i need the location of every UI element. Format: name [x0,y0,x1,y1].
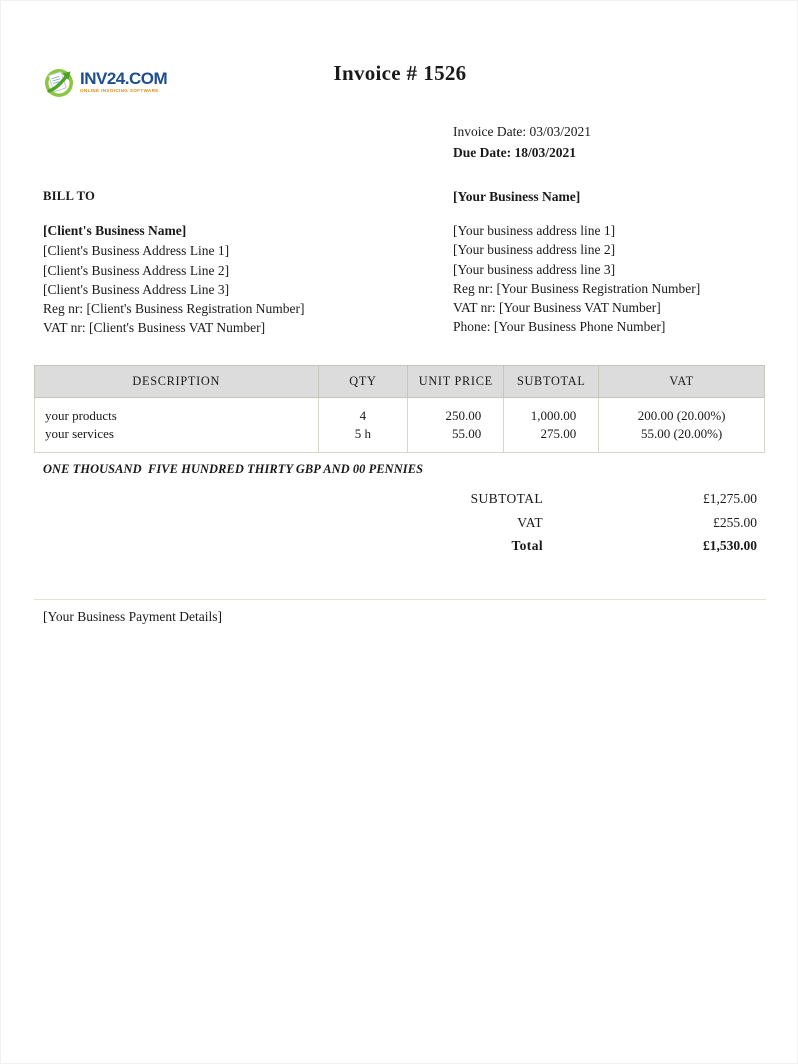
cell-unit-price [408,398,504,453]
footer-divider [34,599,766,600]
item-qty: 4 [359,408,367,423]
subtotal-value: £1,275.00 [703,491,757,506]
business-vat-number: VAT nr: [Your Business VAT Number] [453,300,661,316]
column-header-vat: VAT [599,366,765,398]
item-qty: 5 h [354,425,372,441]
invoice-dates [453,122,591,163]
item-unit-price: 55.00 [452,425,482,441]
client-address-line: [Client's Business Address Line 1] [43,243,230,259]
amount-in-words: ONE THOUSAND FIVE HUNDRED THIRTY GBP AND 00 PENNIES [43,462,424,476]
page-title [1,61,798,89]
bill-to-caption: BILL TO [43,189,96,203]
business-address-line: [Your business address line 2] [453,242,616,258]
item-description: your products [45,408,117,423]
invoice-title-label: Invoice # [333,61,418,85]
line-items-table [34,365,765,453]
column-header-qty: QTY [318,366,408,398]
subtotal-label: SUBTOTAL [470,491,543,506]
item-unit-price: 250.00 [445,408,482,423]
column-header-subtotal: SUBTOTAL [504,366,599,398]
column-header-unit-price: UNIT PRICE [408,366,504,398]
total-label: Total [511,538,543,553]
totals-row-total [401,534,758,558]
client-address-line: [Client's Business Address Line 3] [43,281,230,297]
cell-qty [318,398,408,453]
business-name: [Your Business Name] [453,189,581,204]
client-vat-number: VAT nr: [Client's Business VAT Number] [43,320,266,336]
client-registration-number: Reg nr: [Client's Business Registration Number] [43,301,305,317]
table-row [35,398,765,453]
vat-label: VAT [517,514,543,530]
totals-row-vat [401,511,758,535]
item-subtotal: 1,000.00 [530,408,577,423]
business-block [453,187,783,336]
due-date: Due Date: 18/03/2021 [453,144,576,160]
table-header-row [35,366,765,398]
item-subtotal: 275.00 [540,425,577,441]
business-address-line: [Your business address line 3] [453,261,616,277]
logo-tagline: ONLINE INVOICING SOFTWARE [80,88,159,94]
business-registration-number: Reg nr: [Your Business Registration Number] [453,280,701,296]
item-vat: 200.00 (20.00%) [637,408,726,423]
bill-to-block [43,187,433,337]
client-name: [Client's Business Name] [43,223,187,239]
column-header-description: DESCRIPTION [35,366,319,398]
payment-details: [Your Business Payment Details] [43,609,223,624]
total-value: £1,530.00 [703,538,757,553]
cell-subtotal [504,398,599,453]
logo-name: INV24.COM [80,69,168,89]
totals-block [401,487,758,558]
item-vat: 55.00 (20.00%) [640,425,723,441]
business-phone-number: Phone: [Your Business Phone Number] [453,319,666,335]
vat-value: £255.00 [713,514,757,530]
client-address-line: [Client's Business Address Line 2] [43,262,230,278]
item-description: your services [45,425,114,441]
cell-vat [599,398,765,453]
invoice-number: 1526 [423,61,467,85]
totals-row-subtotal [401,487,758,511]
invoice-date: Invoice Date: 03/03/2021 [453,124,591,139]
invoice-header [1,1,798,111]
cell-description [35,398,319,453]
business-address-line: [Your business address line 1] [453,223,616,239]
